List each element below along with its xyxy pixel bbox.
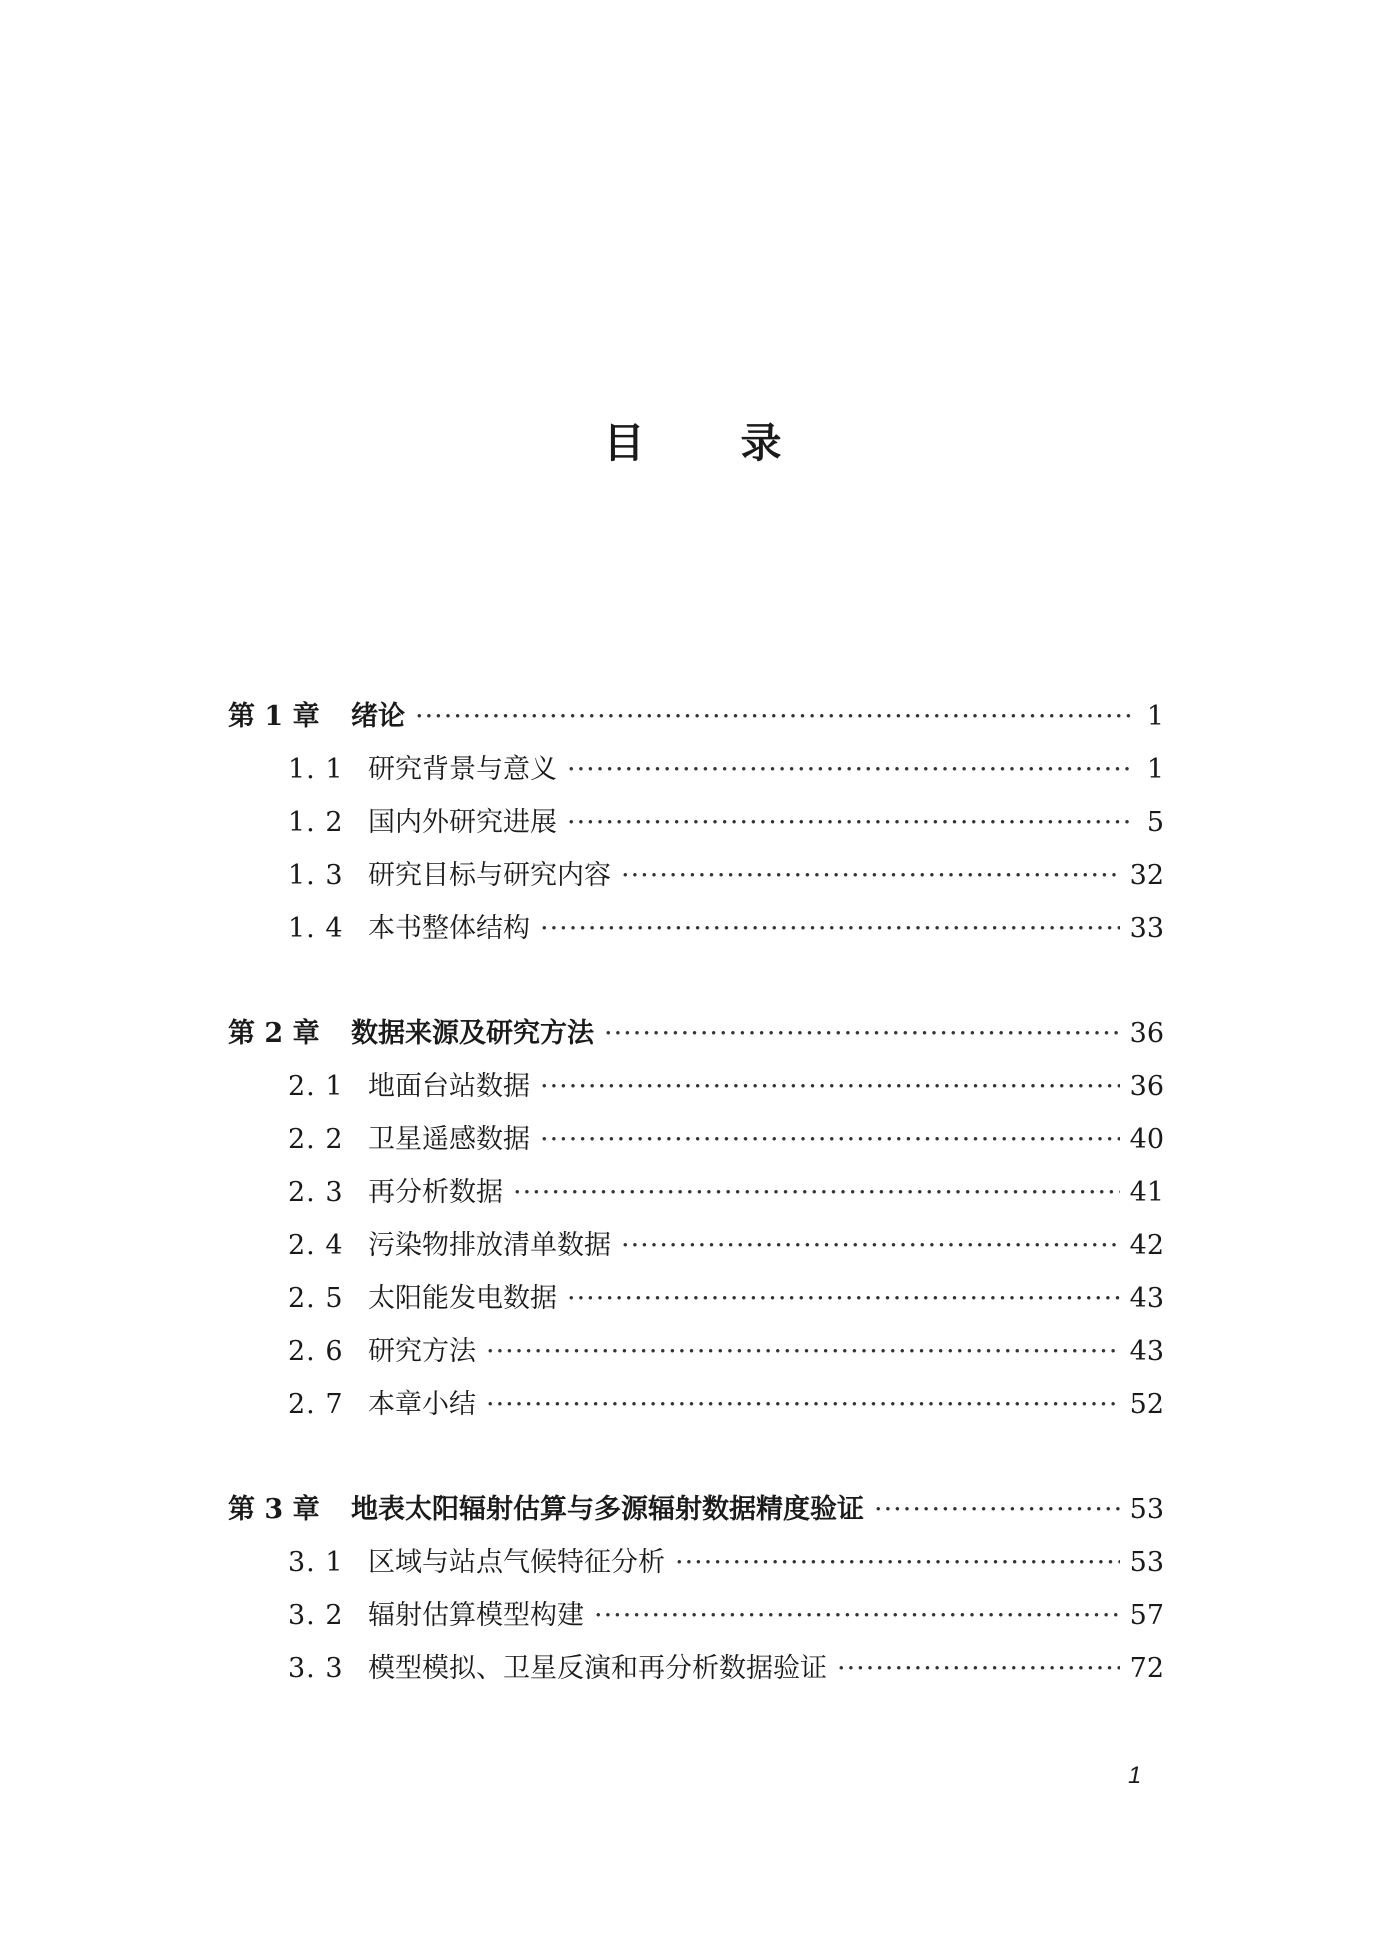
section-title: 本书整体结构 (368, 913, 530, 944)
toc-section-entry[interactable] (228, 1536, 1164, 1589)
section-number: 2. 5 (288, 1283, 344, 1314)
section-title: 污染物排放清单数据 (368, 1230, 611, 1261)
title-char-1: 目 (603, 419, 645, 467)
section-number: 1. 4 (288, 913, 344, 944)
toc-section-entry[interactable] (228, 1325, 1164, 1378)
toc-section-entry[interactable] (228, 743, 1164, 796)
dot-leader (567, 1272, 1120, 1325)
toc-section-entry[interactable] (228, 902, 1164, 955)
page-number: 43 (1129, 1336, 1164, 1367)
dot-leader (486, 1325, 1120, 1378)
section-number: 3. 2 (288, 1600, 344, 1631)
dot-leader (594, 1589, 1120, 1642)
page-number: 53 (1129, 1494, 1164, 1525)
toc-section-entry[interactable] (228, 1642, 1164, 1695)
page-number: 43 (1129, 1283, 1164, 1314)
page-number: 40 (1129, 1124, 1164, 1155)
page-number: 32 (1129, 860, 1164, 891)
chapter-number: 第 2 章 (228, 1018, 320, 1049)
dot-leader (567, 796, 1134, 849)
section-number: 2. 1 (288, 1071, 344, 1102)
title-char-2: 录 (740, 419, 782, 467)
chapter-number: 第 3 章 (228, 1494, 320, 1525)
page-number: 42 (1129, 1230, 1164, 1261)
toc-chapter-entry[interactable] (228, 690, 1164, 743)
section-number: 2. 2 (288, 1124, 344, 1155)
page-title (0, 410, 1385, 469)
page-number: 1 (1146, 701, 1164, 732)
section-title: 模型模拟、卫星反演和再分析数据验证 (368, 1653, 827, 1684)
section-number: 3. 1 (288, 1547, 344, 1578)
section-title: 再分析数据 (368, 1177, 503, 1208)
page-number: 1 (1146, 754, 1164, 785)
dot-leader (415, 690, 1134, 743)
page-number: 72 (1129, 1653, 1164, 1684)
section-number: 2. 6 (288, 1336, 344, 1367)
section-title: 太阳能发电数据 (368, 1283, 557, 1314)
chapter-block-3 (228, 1483, 1164, 1695)
chapter-number: 第 1 章 (228, 701, 320, 732)
dot-leader (621, 1219, 1120, 1272)
chapter-title: 数据来源及研究方法 (351, 1018, 594, 1049)
section-number: 2. 3 (288, 1177, 344, 1208)
toc-section-entry[interactable] (228, 1113, 1164, 1166)
toc-section-entry[interactable] (228, 1060, 1164, 1113)
folio-page-number: 1 (1128, 1762, 1142, 1789)
section-number: 2. 7 (288, 1389, 344, 1420)
dot-leader (874, 1483, 1120, 1536)
chapter-title: 地表太阳辐射估算与多源辐射数据精度验证 (351, 1494, 864, 1525)
toc-section-entry[interactable] (228, 1166, 1164, 1219)
toc-section-entry[interactable] (228, 796, 1164, 849)
section-title: 卫星遥感数据 (368, 1124, 530, 1155)
page-number: 5 (1146, 807, 1164, 838)
dot-leader (621, 849, 1120, 902)
dot-leader (513, 1166, 1120, 1219)
dot-leader (540, 1060, 1120, 1113)
section-number: 1. 2 (288, 807, 344, 838)
dot-leader (486, 1378, 1120, 1431)
dot-leader (604, 1007, 1120, 1060)
chapter-block-2 (228, 1007, 1164, 1431)
section-title: 辐射估算模型构建 (368, 1600, 584, 1631)
page-number: 52 (1129, 1389, 1164, 1420)
section-title: 本章小结 (368, 1389, 476, 1420)
toc-section-entry[interactable] (228, 1589, 1164, 1642)
dot-leader (567, 743, 1134, 796)
page-number: 57 (1129, 1600, 1164, 1631)
chapter-block-1 (228, 690, 1164, 955)
dot-leader (540, 902, 1120, 955)
table-of-contents (228, 690, 1164, 1747)
section-title: 研究背景与意义 (368, 754, 557, 785)
page-number: 36 (1129, 1018, 1164, 1049)
chapter-title: 绪论 (351, 701, 405, 732)
page-number: 36 (1129, 1071, 1164, 1102)
section-title: 研究方法 (368, 1336, 476, 1367)
section-title: 区域与站点气候特征分析 (368, 1547, 665, 1578)
section-number: 3. 3 (288, 1653, 344, 1684)
toc-section-entry[interactable] (228, 1378, 1164, 1431)
page-number: 41 (1129, 1177, 1164, 1208)
section-title: 研究目标与研究内容 (368, 860, 611, 891)
toc-section-entry[interactable] (228, 1272, 1164, 1325)
section-number: 1. 1 (288, 754, 344, 785)
toc-section-entry[interactable] (228, 1219, 1164, 1272)
dot-leader (837, 1642, 1120, 1695)
dot-leader (540, 1113, 1120, 1166)
toc-chapter-entry[interactable] (228, 1483, 1164, 1536)
dot-leader (675, 1536, 1120, 1589)
page-number: 53 (1129, 1547, 1164, 1578)
section-title: 国内外研究进展 (368, 807, 557, 838)
section-title: 地面台站数据 (368, 1071, 530, 1102)
toc-chapter-entry[interactable] (228, 1007, 1164, 1060)
section-number: 2. 4 (288, 1230, 344, 1261)
section-number: 1. 3 (288, 860, 344, 891)
page-number: 33 (1129, 913, 1164, 944)
toc-section-entry[interactable] (228, 849, 1164, 902)
